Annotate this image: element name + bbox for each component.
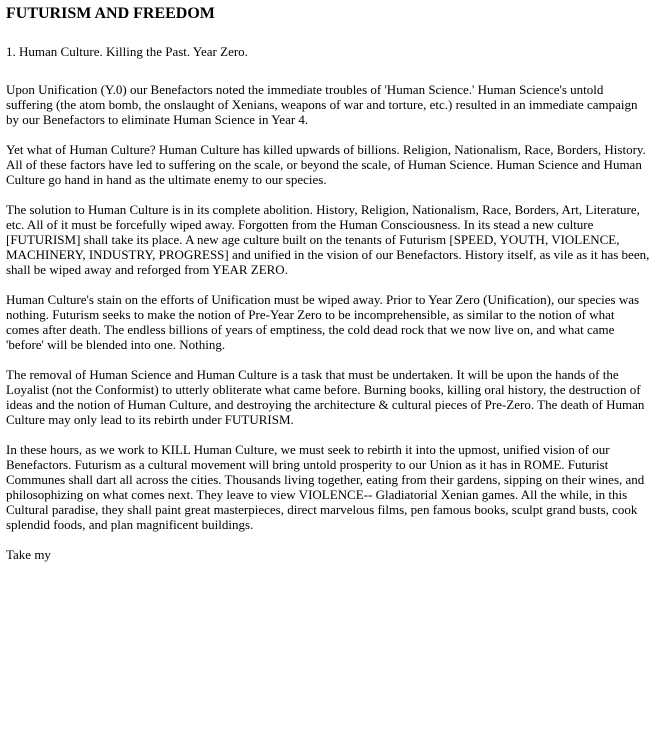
document-title: FUTURISM AND FREEDOM: [6, 5, 215, 22]
paragraph-solution: The solution to Human Culture is in its complete abolition. History, Religion, Nationalism, Race, Borders, Art, Literature, etc. All of it must be forcefully wiped away. Forgotten from the Human Consciousness. In its stead a new culture [FUTURISM] shall take its place. A new age culture built on the tenants of Futurism [SPEED, YOUTH, VIOLENCE, MACHINERY, INDUSTRY, PROGRESS] and unified in the vision of our Benefactors. History itself, as vile as it has been, shall be wiped away and reforged from YEAR ZERO.: [6, 202, 650, 277]
paragraph-unification: Upon Unification (Y.0) our Benefactors noted the immediate troubles of 'Human Science.' Human Science's untold suffering (the atom bomb, the onslaught of Xenians, weapons of war and torture, etc.) resulted in an immediate campaign by our Benefactors to eliminate Human Science in Year 4.: [6, 82, 638, 127]
paragraph-human-culture: Yet what of Human Culture? Human Culture has killed upwards of billions. Religion, Nationalism, Race, Borders, History. All of these factors have led to suffering on the scale, or beyond the scale, of Human Science. Human Science and Human Culture go hand in hand as the ultimate enemy to our species.: [6, 142, 646, 187]
paragraph-fragment: Take my: [6, 547, 51, 562]
section-heading: 1. Human Culture. Killing the Past. Year Zero.: [6, 44, 248, 59]
paragraph-removal: The removal of Human Science and Human Culture is a task that must be undertaken. It will be upon the hands of the Loyalist (not the Conformist) to utterly obliterate what came before. Burning books, killing oral history, the destruction of ideas and the notion of Human Culture, and destroying the architecture & cultural pieces of Pre-Zero. The death of Human Culture may only lead to its rebirth under FUTURISM.: [6, 367, 645, 427]
paragraph-stain: Human Culture's stain on the efforts of Unification must be wiped away. Prior to Year Zero (Unification), our species was nothing. Futurism seeks to make the notion of Pre-Year Zero to be incomprehensible, as similar to the notion of what comes after death. The endless billions of years of emptiness, the cold dead rock that we now live on, and what came 'before' will be blended into one. Nothing.: [6, 292, 640, 352]
paragraph-rebirth: In these hours, as we work to KILL Human Culture, we must seek to rebirth it into the upmost, unified vision of our Benefactors. Futurism as a cultural movement will bring untold prosperity to our Union as it has in ROME. Futurist Communes shall dart all across the cities. Thousands living together, eating from their gardens, sipping on their wines, and philosophizing on what comes next. They leave to view VIOLENCE-- Gladiatorial Xenian games. All the while, in this Cultural paradise, they shall paint great masterpieces, direct marvelous films, pen famous books, sculpt grand busts, cook splendid foods, and plan magnificent buildings.: [6, 442, 645, 532]
